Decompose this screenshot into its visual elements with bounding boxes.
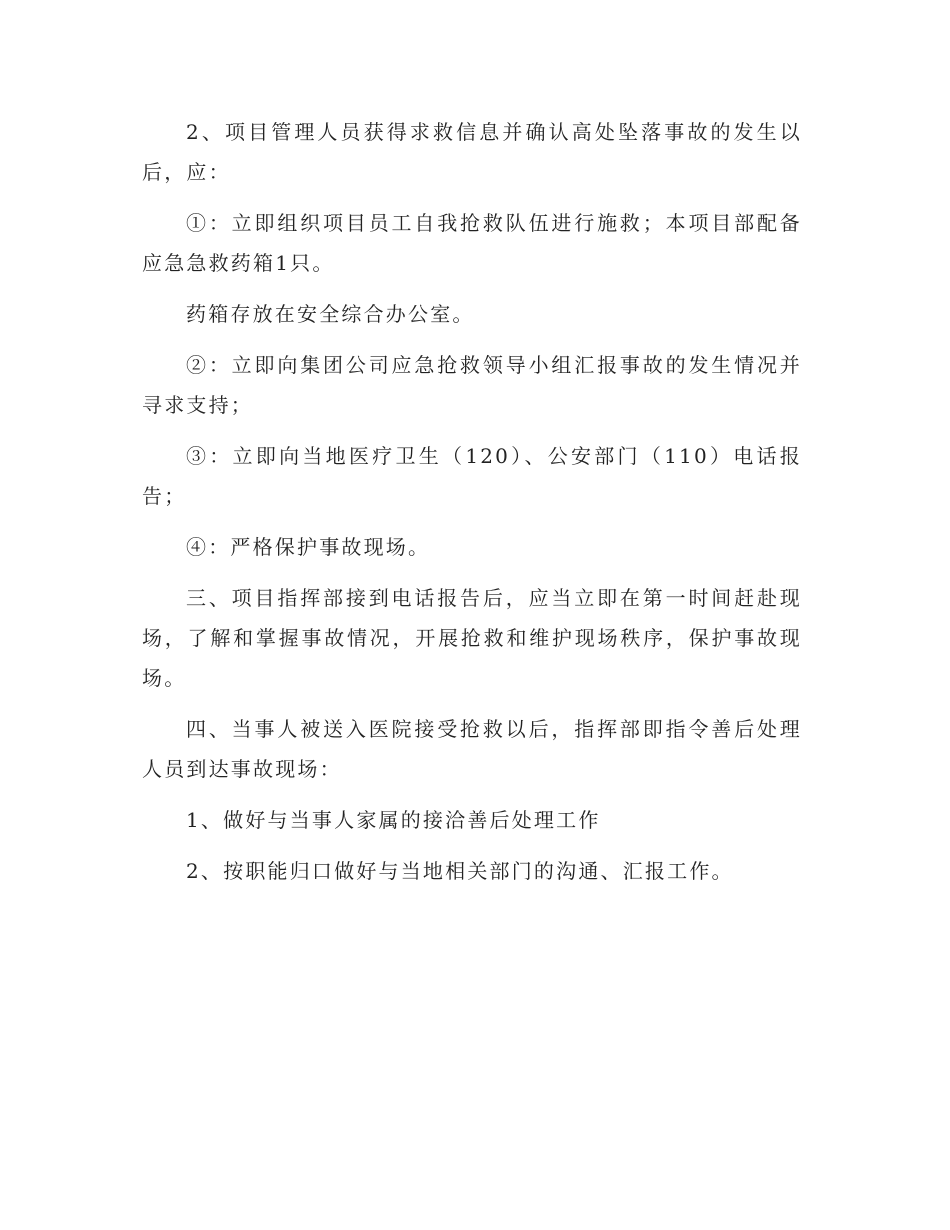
- paragraph-item-1: 1、做好与当事人家属的接洽善后处理工作: [186, 808, 601, 832]
- paragraph-rescue-info: 2、项目管理人员获得求救信息并确认高处坠落事故的发生以后，应：: [142, 120, 802, 184]
- paragraph-step-3: ③：立即向当地医疗卫生（120）、公安部门（110）电话报告；: [142, 444, 802, 508]
- paragraph-item-2: 2、按职能归口做好与当地相关部门的沟通、汇报工作。: [186, 859, 734, 883]
- document-body: [142, 112, 802, 902]
- paragraph-section-4: 四、当事人被送入医院接受抢救以后，指挥部即指令善后处理人员到达事故现场：: [142, 717, 802, 781]
- paragraph-section-3: 三、项目指挥部接到电话报告后，应当立即在第一时间赶赴现场，了解和掌握事故情况，开展抢救和维护现场秩序，保护事故现场。: [142, 586, 802, 690]
- paragraph-step-1: ①：立即组织项目员工自我抢救队伍进行施救；本项目部配备应急急救药箱1只。: [142, 211, 802, 275]
- paragraph-medkit-location: 药箱存放在安全综合办公室。: [186, 302, 475, 326]
- paragraph-step-2: ②：立即向集团公司应急抢救领导小组汇报事故的发生情况并寻求支持；: [142, 353, 802, 417]
- paragraph-step-4: ④：严格保护事故现场。: [186, 535, 431, 559]
